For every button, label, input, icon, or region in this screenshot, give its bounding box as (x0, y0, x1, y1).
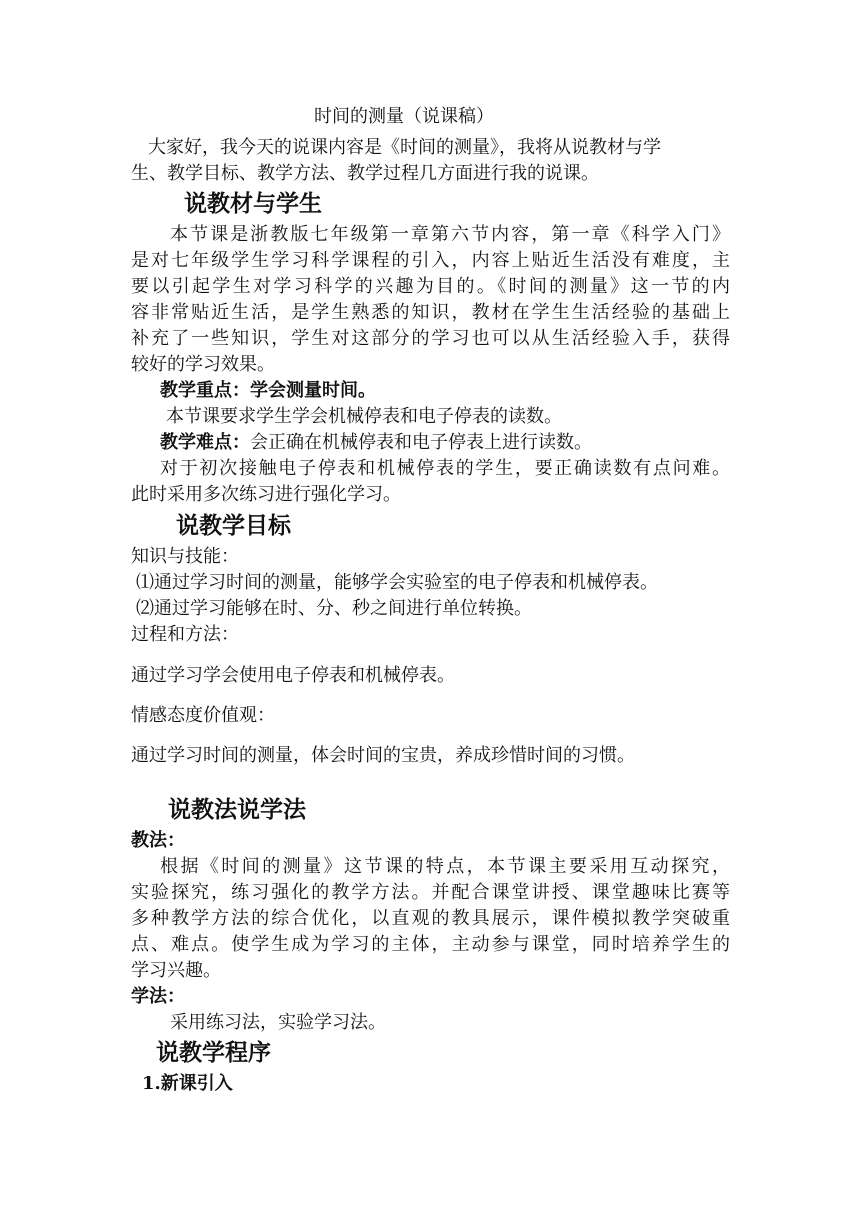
paragraph-line: 根据《时间的测量》这节课的特点，本节课主要采用互动探究， (160, 856, 730, 877)
document-title: 时间的测量（说课稿） (314, 106, 494, 127)
section-heading-methods: 说教法说学法 (168, 796, 306, 823)
knowledge-item: ⑵通过学习能够在时、分、秒之间进行单位转换。 (136, 598, 532, 619)
learn-method-text: 采用练习法，实验学习法。 (170, 1012, 386, 1033)
paragraph-line: 对于初次接触电子停表和机械停表的学生，要正确读数有点问难。 (160, 458, 730, 479)
paragraph-line: 补充了一些知识，学生对这部分的学习也可以从生活经验入手，获得 (131, 328, 730, 349)
emotion-text: 通过学习时间的测量，体会时间的宝贵，养成珍惜时间的习惯。 (131, 745, 635, 766)
section-heading-textbook: 说教材与学生 (184, 190, 322, 217)
learn-method-label: 学法： (131, 986, 185, 1007)
paragraph-line: 实验探究，练习强化的教学方法。并配合课堂讲授、课堂趣味比赛等 (131, 882, 730, 903)
process-text: 通过学习学会使用电子停表和机械停表。 (131, 665, 455, 686)
paragraph-line: 容非常贴近生活，是学生熟悉的知识，教材在学生生活经验的基础上 (131, 302, 730, 323)
intro-line-2: 生、教学目标、教学方法、教学过程几方面进行我的说课。 (131, 163, 599, 184)
teach-method-label: 教法： (131, 830, 185, 851)
paragraph-line: 此时采用多次练习进行强化学习。 (131, 484, 401, 505)
section-heading-procedure: 说教学程序 (156, 1039, 271, 1066)
knowledge-label: 知识与技能： (131, 546, 239, 567)
difficulty-line (160, 430, 592, 456)
paragraph-line: 多种教学方法的综合优化，以直观的教具展示，课件模拟教学突破重 (131, 908, 730, 929)
paragraph-line: 较好的学习效果。 (131, 354, 275, 375)
intro-line-1: 大家好，我今天的说课内容是《时间的测量》，我将从说教材与学 (148, 137, 661, 158)
emotion-label: 情感态度价值观： (131, 705, 275, 726)
section-heading-goals: 说教学目标 (176, 512, 291, 539)
difficulty-label: 教学难点： (160, 432, 250, 453)
key-point-desc: 本节课要求学生学会机械停表和电子停表的读数。 (166, 406, 562, 427)
key-point: 教学重点：学会测量时间。 (160, 380, 376, 401)
procedure-item: 1.新课引入 (142, 1073, 233, 1094)
paragraph-line: 要以引起学生对学习科学的兴趣为目的。《时间的测量》这一节的内 (131, 276, 730, 297)
paragraph-line: 点、难点。使学生成为学习的主体，主动参与课堂，同时培养学生的 (131, 934, 730, 955)
paragraph-line: 本节课是浙教版七年级第一章第六节内容，第一章《科学入门》 (170, 224, 730, 245)
paragraph-line: 是对七年级学生学习科学课程的引入，内容上贴近生活没有难度，主 (131, 250, 730, 271)
knowledge-item: ⑴通过学习时间的测量，能够学会实验室的电子停表和机械停表。 (136, 572, 658, 593)
difficulty-text: 会正确在机械停表和电子停表上进行读数。 (250, 432, 592, 453)
process-label: 过程和方法： (131, 624, 239, 645)
paragraph-line: 学习兴趣。 (131, 960, 221, 981)
